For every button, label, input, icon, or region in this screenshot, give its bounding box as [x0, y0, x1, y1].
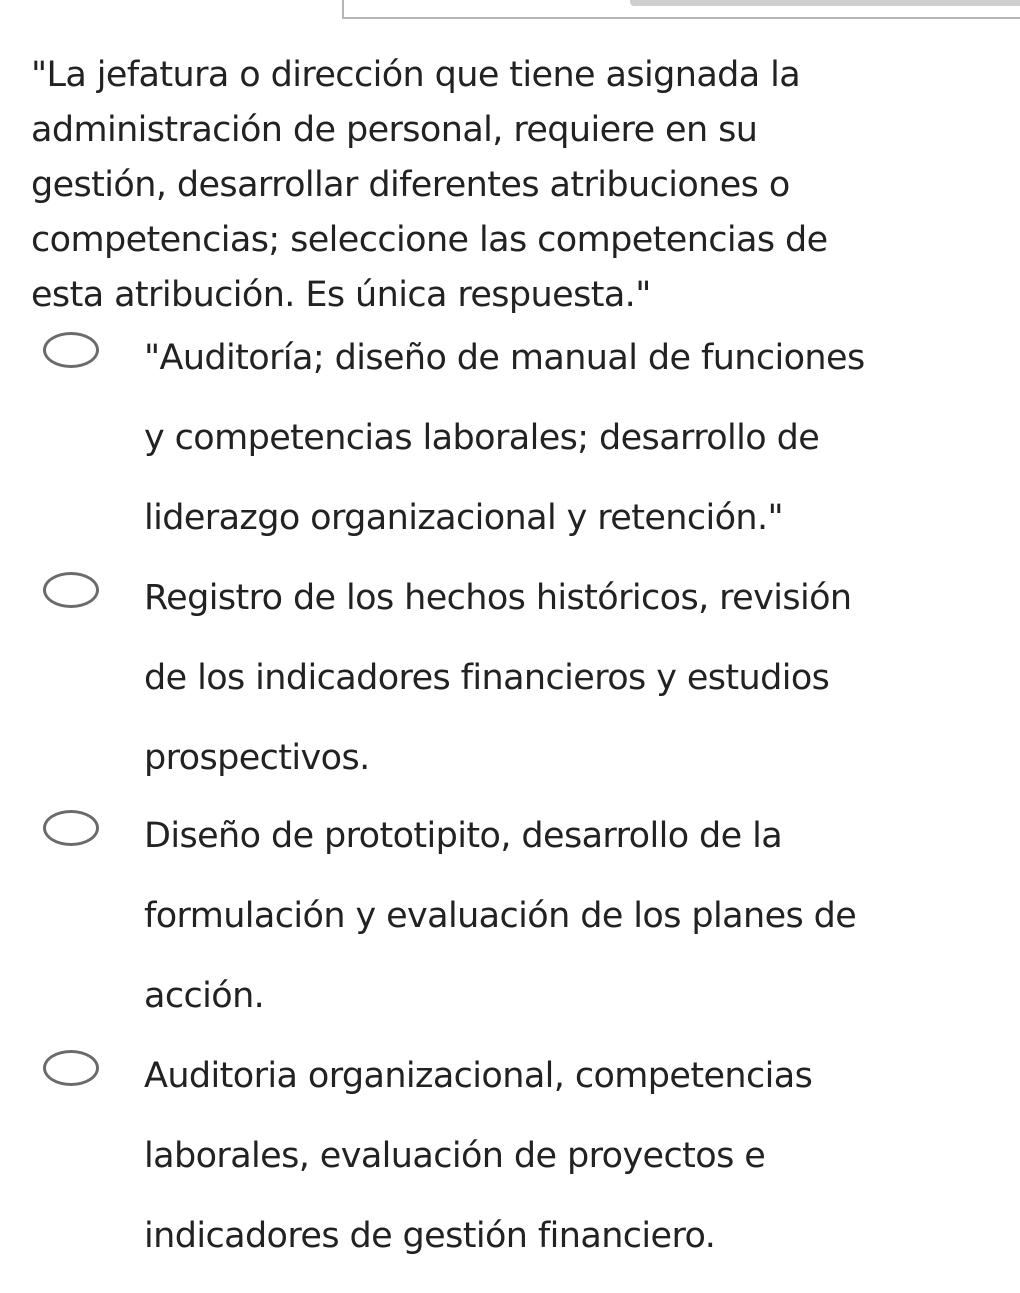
option-3-label[interactable]: Diseño de prototipito, desarrollo de la formulación y evaluación de los planes de acción. — [144, 816, 857, 1016]
option-1-label[interactable]: "Auditoría; diseño de manual de funciones y competencias laborales; desarrollo de liderazgo organizacional y retención." — [144, 338, 865, 538]
radio-button-option-3[interactable] — [43, 810, 99, 846]
option-4-label[interactable]: Auditoria organizacional, competencias laborales, evaluación de proyectos e indicadores de gestión financiero. — [144, 1056, 813, 1256]
radio-button-option-4[interactable] — [43, 1050, 99, 1086]
radio-button-option-2[interactable] — [43, 572, 99, 608]
option-2-label[interactable]: Registro de los hechos históricos, revisión de los indicadores financieros y estudios prospectivos. — [144, 578, 852, 778]
question-text: "La jefatura o dirección que tiene asignada la administración de personal, requiere en su gestión, desarrollar diferentes atribuciones o competencias; seleccione las competencias de esta atribución. Es única respuesta." — [31, 55, 828, 315]
radio-button-option-1[interactable] — [43, 332, 99, 368]
